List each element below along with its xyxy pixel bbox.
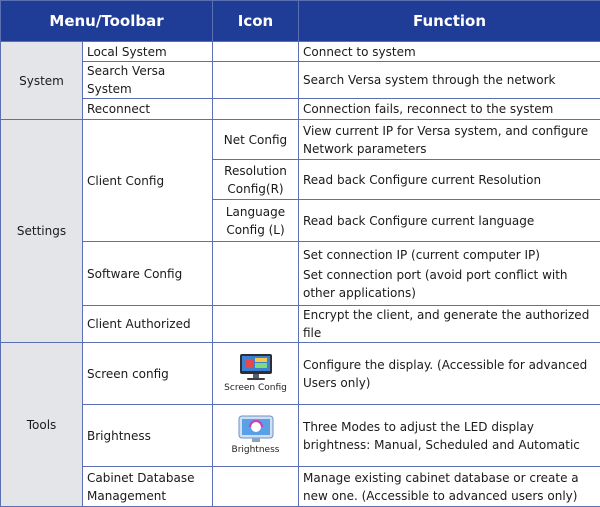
menu-client-config: Client Config	[83, 120, 213, 242]
menu-reconnect: Reconnect	[83, 99, 213, 120]
table-row	[1, 405, 600, 467]
table-row	[1, 306, 600, 343]
menu-screen-config: Screen config	[83, 343, 213, 405]
header-function: Function	[299, 1, 600, 42]
table-row	[1, 242, 600, 306]
menu-search-versa-system: Search Versa System	[83, 62, 213, 99]
function-search-versa-system: Search Versa system through the network	[299, 62, 600, 99]
table-row	[1, 467, 600, 507]
menu-brightness: Brightness	[83, 405, 213, 467]
function-local-system: Connect to system	[299, 42, 600, 62]
table-row	[1, 42, 600, 62]
function-language-config: Read back Configure current language	[299, 200, 600, 242]
icon-cell-empty	[213, 467, 299, 507]
menu-client-authorized: Client Authorized	[83, 306, 213, 343]
screen-config-icon-label: Screen Config	[224, 383, 287, 393]
icon-resolution-config: Resolution Config(R)	[213, 160, 299, 200]
group-system: System	[1, 42, 83, 120]
function-software-config-line1: Set connection IP (current computer IP)	[303, 246, 596, 264]
function-client-authorized: Encrypt the client, and generate the authorized file	[299, 306, 600, 343]
icon-cell-empty	[213, 42, 299, 62]
table-row	[1, 62, 600, 99]
table-row	[1, 99, 600, 120]
icon-cell-brightness	[213, 405, 299, 467]
function-software-config-line2: Set connection port (avoid port conflict with other applications)	[303, 266, 596, 302]
icon-cell-empty	[213, 242, 299, 306]
function-net-config: View current IP for Versa system, and configure Network parameters	[299, 120, 600, 160]
header-icon: Icon	[213, 1, 299, 42]
brightness-icon-label: Brightness	[232, 445, 280, 455]
table-row	[1, 120, 600, 160]
function-cabinet-database-management: Manage existing cabinet database or create a new one. (Accessible to advanced users only)	[299, 467, 600, 507]
function-reconnect: Connection fails, reconnect to the system	[299, 99, 600, 120]
icon-cell-empty	[213, 62, 299, 99]
header-menu-toolbar: Menu/Toolbar	[1, 1, 213, 42]
function-screen-config: Configure the display. (Accessible for advanced Users only)	[299, 343, 600, 405]
icon-cell-screen-config	[213, 343, 299, 405]
monitor-icon	[236, 352, 276, 382]
brightness-icon	[236, 414, 276, 444]
header-row	[1, 1, 600, 42]
icon-language-config: Language Config (L)	[213, 200, 299, 242]
icon-cell-empty	[213, 99, 299, 120]
menu-software-config: Software Config	[83, 242, 213, 306]
group-tools: Tools	[1, 343, 83, 507]
screen-config-icon-box	[224, 352, 288, 394]
icon-cell-empty	[213, 306, 299, 343]
icon-net-config: Net Config	[213, 120, 299, 160]
group-settings: Settings	[1, 120, 83, 343]
function-software-config	[299, 242, 600, 306]
table-row	[1, 343, 600, 405]
menu-local-system: Local System	[83, 42, 213, 62]
brightness-icon-box	[224, 414, 288, 456]
function-resolution-config: Read back Configure current Resolution	[299, 160, 600, 200]
function-brightness: Three Modes to adjust the LED display brightness: Manual, Scheduled and Automatic	[299, 405, 600, 467]
menu-cabinet-database-management: Cabinet Database Management	[83, 467, 213, 507]
